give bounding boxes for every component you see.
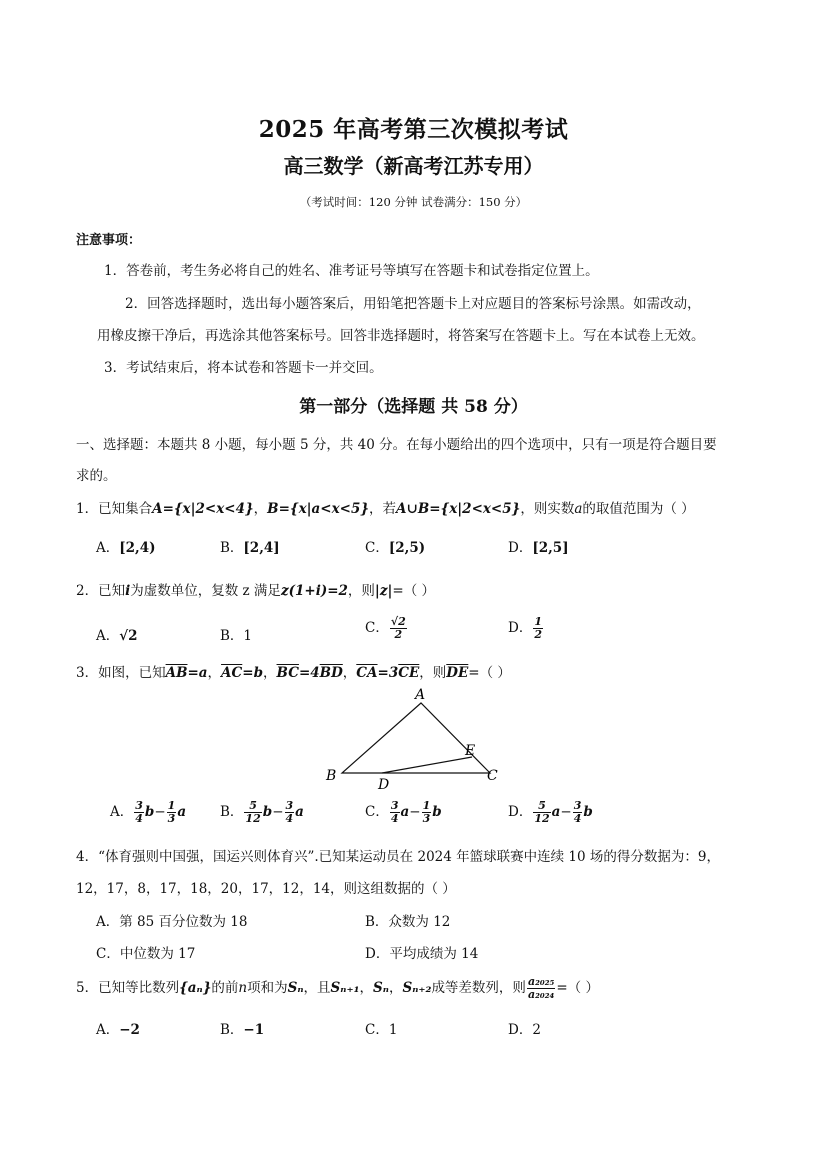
label-d: D (378, 777, 390, 793)
q5-option-a: A．−2 (96, 1022, 140, 1038)
notice-item-2-cont: 用橡皮擦干净后，再选涂其他答案标号。回答非选择题时，将答案写在答题卡上。写在本试卷上无效。 (97, 328, 705, 344)
q1-option-c: C．[2,5) (365, 540, 426, 556)
question-4-stem-line2: 12，17，8，17，18，20，17，12，14，则这组数据的（ ） (76, 881, 456, 897)
question-5-stem: 5．已知等比数列{aₙ}的前n项和为Sₙ，且Sₙ₊₁，Sₙ，Sₙ₊₂成等差数列，则 $\frac{\text{a₂₀₂₅}}{\text{a₂₀₂₄}}$ =（ ） (76, 975, 599, 1001)
exam-subtitle: 高三数学（新高考江苏专用） (283, 154, 544, 178)
notice-item-2: 2．回答选择题时，选出每小题答案后，用铅笔把答题卡上对应题目的答案标号涂黑。如需改动， (125, 296, 701, 312)
exam-time-info: （考试时间：120 分钟 试卷满分：150 分） (299, 195, 528, 209)
q2-option-d: D． $\frac{1}{2}$ (508, 615, 542, 641)
segment-de (382, 757, 472, 773)
notice-heading: 注意事项： (76, 233, 142, 248)
q1-option-d: D．[2,5] (508, 540, 569, 556)
exam-title: 2025 年高考第三次模拟考试 (258, 116, 569, 143)
question-4-stem-line1: 4．“体育强则中国强，国运兴则体育兴”.已知某运动员在 2024 年篮球联赛中连续 10 场的得分数据为：9， (76, 849, 720, 865)
label-c: C (487, 768, 498, 784)
q4-option-c: C．中位数为 17 (96, 946, 196, 962)
q3-option-c: C． $\frac{3}{4}$ a− $\frac{1}{3}$ b (365, 799, 442, 825)
q1-option-a: A．[2,4) (96, 540, 156, 556)
q1-option-b: B．[2,4] (220, 540, 280, 556)
q4-option-b: B．众数为 12 (365, 914, 451, 930)
q2-option-b: B．1 (220, 628, 253, 644)
q5-option-c: C．1 (365, 1022, 398, 1038)
notice-item-1: 1．答卷前，考生务必将自己的姓名、准考证号等填写在答题卡和试卷指定位置上。 (104, 263, 599, 279)
q3-option-d: D． $\frac{5}{12}$ a− $\frac{3}{4}$ b (508, 799, 593, 825)
section-intro-line2: 求的。 (76, 468, 117, 484)
q4-option-d: D．平均成绩为 14 (365, 946, 479, 962)
q3-option-b: B． $\frac{5}{12}$ b− $\frac{3}{4}$ a (220, 799, 304, 825)
q2-option-a: A．√2 (96, 628, 138, 644)
label-a: A (415, 687, 426, 703)
triangle-abc (342, 703, 490, 773)
question-3-stem: 3．如图，已知$\overline{AB}=a$，$\overline{AC}=b$，$\overline{BC}=4\overline{BD}$，$\overline{CA}=3\overline{CE}$，则$\overline{DE}=$（ ） (76, 665, 511, 681)
q3-option-a: A． $\frac{3}{4}$ b− $\frac{1}{3}$ a (110, 799, 187, 825)
q5-option-b: B．−1 (220, 1022, 265, 1038)
q5-option-d: D．2 (508, 1022, 541, 1038)
q2-option-c: C． $\frac{√2}{2}$ (365, 615, 406, 641)
notice-item-3: 3．考试结束后，将本试卷和答题卡一并交回。 (104, 360, 383, 376)
label-b: B (326, 768, 337, 784)
triangle-figure (320, 685, 510, 795)
question-2-stem: 2．已知i为虚数单位，复数 z 满足z(1+i)=2，则|z|=（ ） (76, 583, 436, 599)
label-e: E (465, 743, 476, 759)
question-1-stem: 1．已知集合A={x|2<x<4}，B={x|a<x<5}，若A∪B={x|2<x<5}，则实数a的取值范围为（ ） (76, 501, 695, 517)
section-title: 第一部分（选择题 共 58 分） (299, 397, 528, 417)
q4-option-a: A．第 85 百分位数为 18 (96, 914, 248, 930)
section-intro-line1: 一、选择题：本题共 8 小题，每小题 5 分，共 40 分。在每小题给出的四个选项中，只有一项是符合题目要 (76, 437, 717, 453)
